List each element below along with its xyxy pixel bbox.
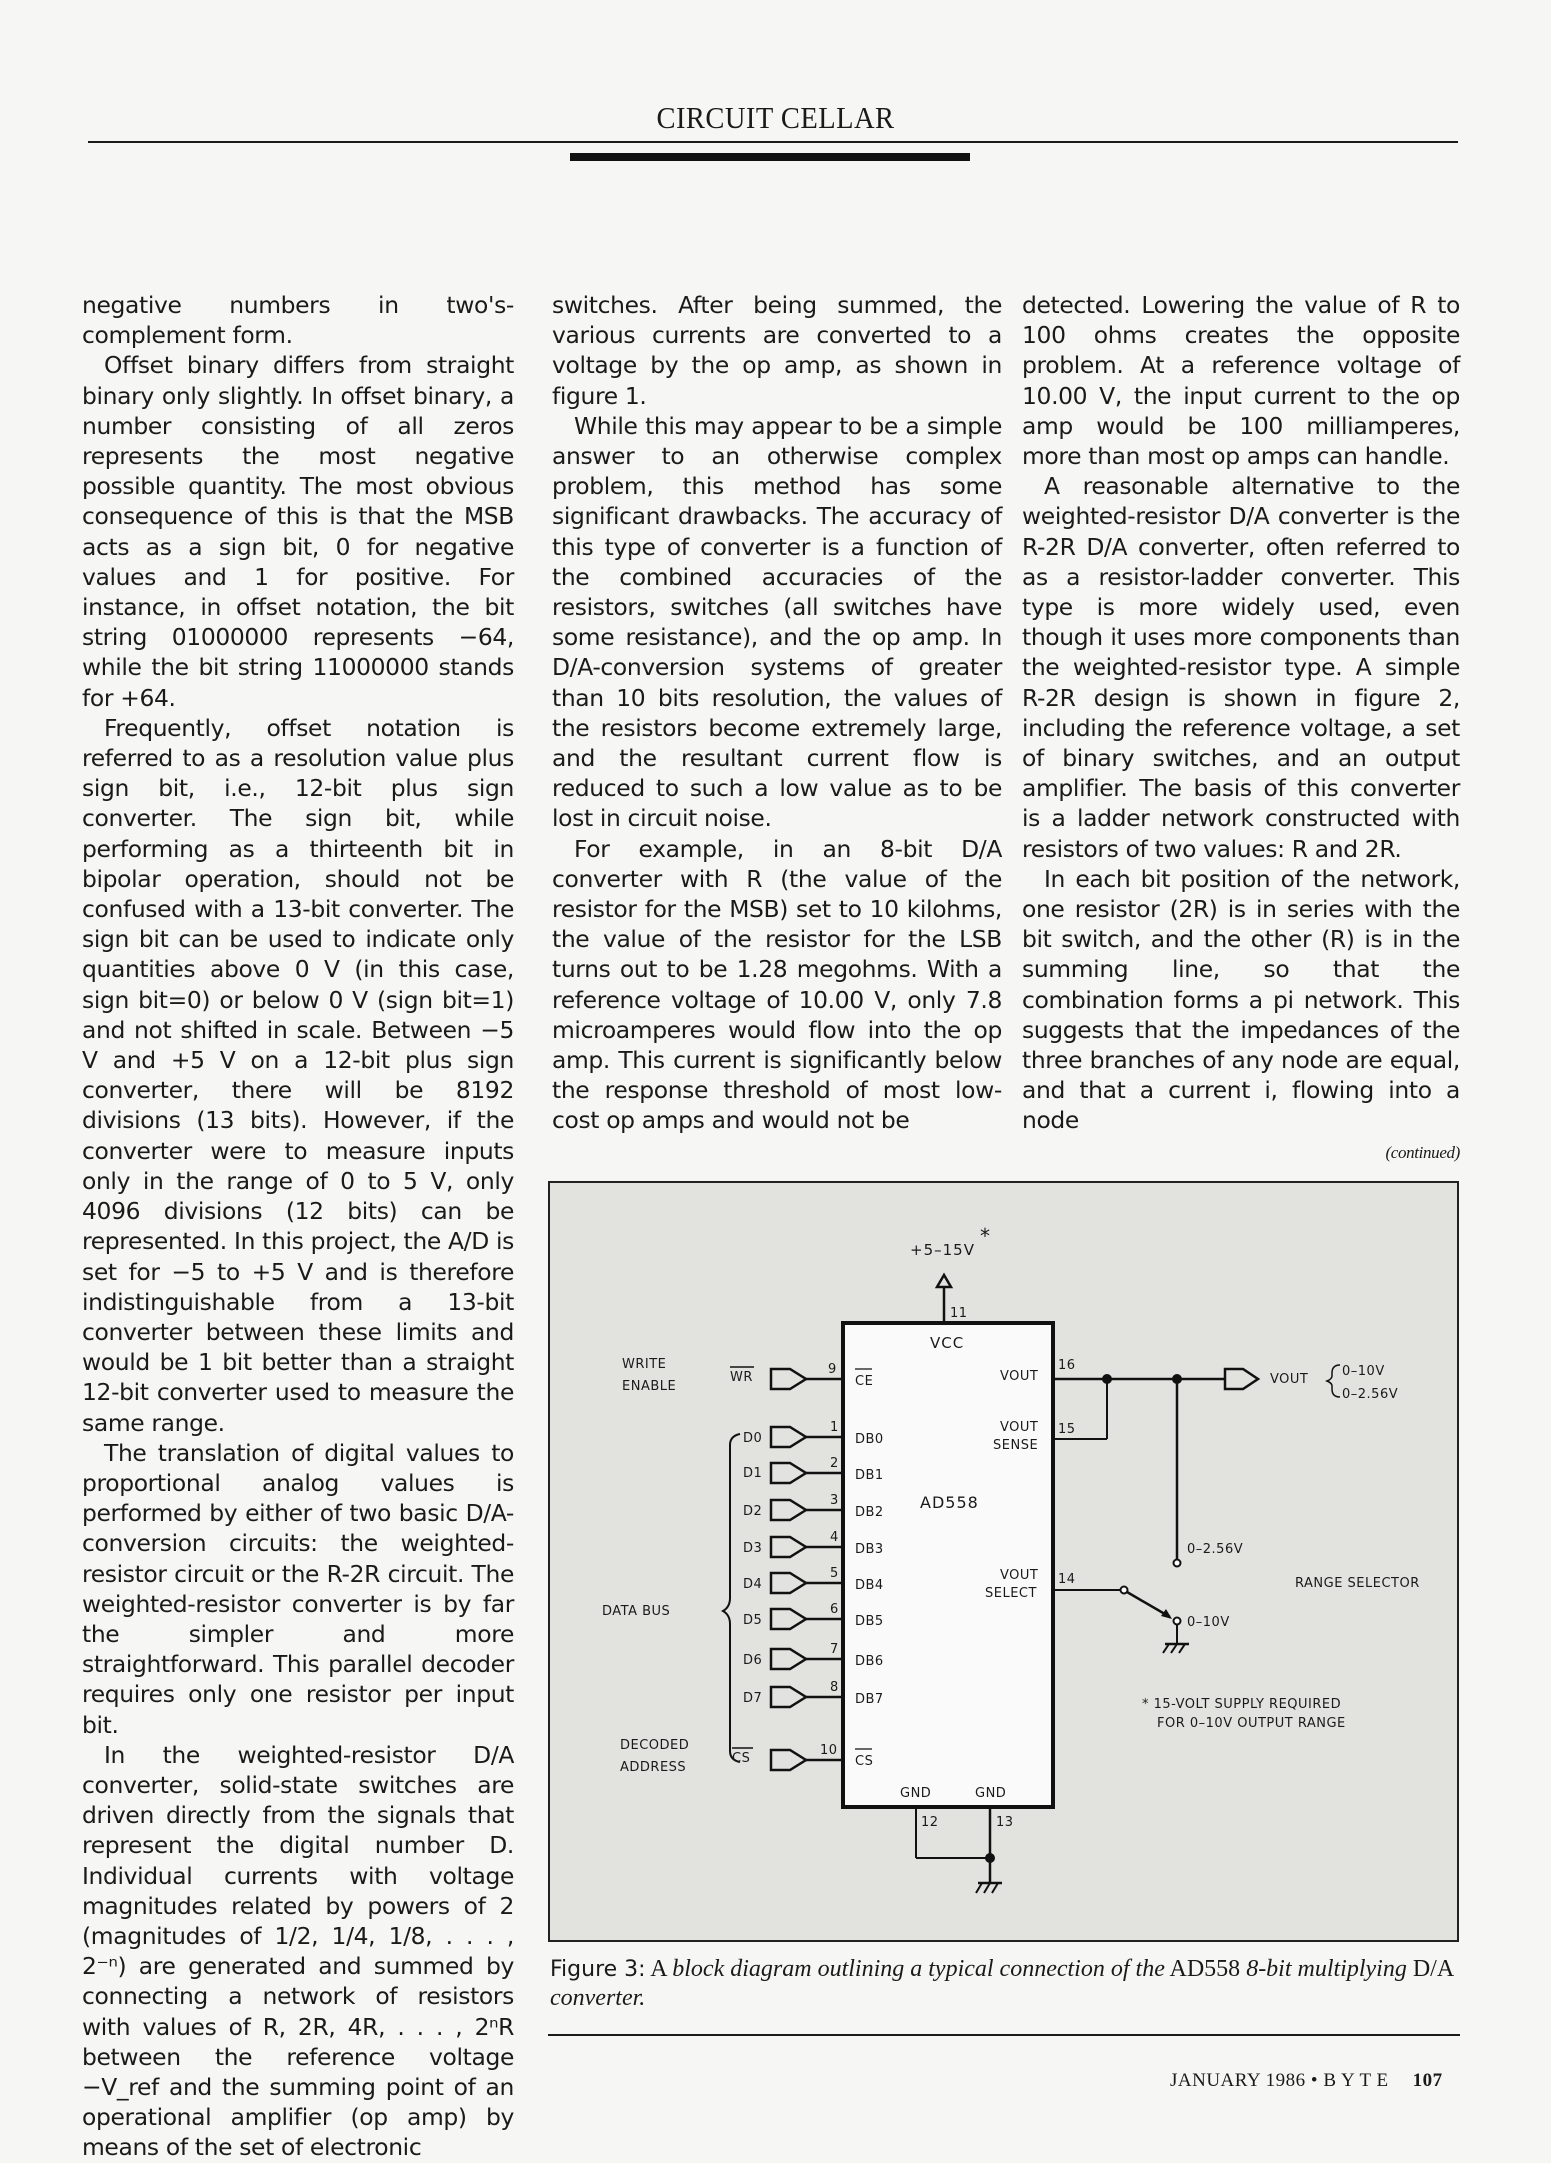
- vout-select-label: VOUT: [1000, 1568, 1039, 1583]
- svg-text:4: 4: [830, 1530, 839, 1545]
- svg-text:DB4: DB4: [855, 1578, 884, 1593]
- ground-icon: [1163, 1625, 1189, 1653]
- svg-text:D2: D2: [743, 1504, 763, 1519]
- svg-text:SELECT: SELECT: [985, 1586, 1037, 1601]
- svg-text:ENABLE: ENABLE: [622, 1379, 677, 1394]
- page-footer: [1170, 2070, 1443, 2092]
- svg-text:5: 5: [830, 1566, 839, 1581]
- decoded-address-label: DECODED: [620, 1738, 690, 1753]
- svg-text:D0: D0: [743, 1431, 763, 1446]
- circuit-diagram: [550, 1183, 1461, 1944]
- cs-signal: CS: [732, 1751, 751, 1766]
- svg-text:9: 9: [828, 1362, 837, 1377]
- vout-sense-label: VOUT: [1000, 1420, 1039, 1435]
- output-brace: [1327, 1365, 1340, 1397]
- caption-rule: [548, 2034, 1460, 2036]
- chip-name: AD558: [920, 1493, 979, 1512]
- page-number: 107: [1412, 2070, 1443, 2091]
- text-column-2: [552, 290, 1002, 1136]
- gnd-label-13: GND: [975, 1786, 1007, 1801]
- paragraph: In each bit position of the network, one resistor (2R) is in series with the bit switch, and the other (R) is in the summing line, so that the combination forms a pi network. This suggests that the impedances of the three branches of any node are equal, and that a current i, flowing into a node: [1022, 864, 1460, 1135]
- svg-text:6: 6: [830, 1602, 839, 1617]
- paragraph: In the weighted-resistor D/A converter, solid-state switches are driven directly from the signals that represent the digital number D. Individual currents with voltage magnitudes related by powers of 2 (magnitudes of 1/2, 1/4, 1/8, . . . , 2⁻ⁿ) are generated and summed by connecting a network of resistors with values of R, 2R, 4R, . . . , 2ⁿR between the reference voltage −V_ref and the summing point of an operational amplifier (op amp) by means of the set of electronic: [82, 1740, 514, 2162]
- wr-signal: WR: [730, 1370, 753, 1385]
- output-range-high: 0–10V: [1342, 1364, 1385, 1379]
- svg-text:D7: D7: [743, 1691, 763, 1706]
- supply-footnote: * 15-VOLT SUPPLY REQUIRED: [1142, 1697, 1342, 1712]
- caption-lead: Figure 3:: [550, 1957, 646, 1982]
- cs-pin-label: CS: [855, 1754, 874, 1769]
- text-column-3: [1022, 290, 1460, 1168]
- svg-text:FOR 0–10V OUTPUT RANGE: FOR 0–10V OUTPUT RANGE: [1157, 1716, 1346, 1731]
- svg-text:2: 2: [830, 1456, 839, 1471]
- vout-pin-label: VOUT: [1000, 1369, 1039, 1384]
- range-option-low: 0–2.56V: [1187, 1542, 1244, 1557]
- wr-connector-icon: [771, 1369, 806, 1389]
- paragraph: Frequently, offset notation is referred to as a resolution value plus sign bit, i.e., 12-bit plus sign converter. The sign bit, while performing as a thirteenth bit in bipolar operation, should not be confused with a 13-bit converter. The sign bit can be used to indicate only quantities above 0 V (in this case, sign bit=0) or below 0 V (sign bit=1) and not shifted in scale. Between −5 V and +5 V on a 12-bit plus sign converter, there will be 8192 divisions (13 bits). However, if the converter were to measure inputs only in the range of 0 to 5 V, only 4096 divisions (12 bits) can be represented. In this project, the A/D is set for −5 to +5 V and is therefore indistinguishable from a 13-bit converter between these limits and would be 1 bit better than a straight 12-bit converter used to measure the same range.: [82, 713, 514, 1437]
- gnd-label-12: GND: [900, 1786, 932, 1801]
- section-title: CIRCUIT CELLAR: [656, 100, 895, 135]
- header-rule: [88, 141, 1458, 143]
- svg-text:D6: D6: [743, 1653, 763, 1668]
- vout-connector-icon: [1225, 1369, 1258, 1389]
- cs-connector-icon: [771, 1750, 806, 1770]
- paragraph: detected. Lowering the value of R to 100 ohms creates the opposite problem. At a reference voltage of 10.00 V, the input current to the op amp would be 100 milliamperes, more than most op amps can handle.: [1022, 291, 1460, 471]
- ce-pin-label: CE: [855, 1374, 874, 1389]
- paragraph: While this may appear to be a simple answer to an otherwise complex problem, this method has some significant drawbacks. The accuracy of this type of converter is a function of the combined accuracies of the resistors, switches (all switches have some resistance), and the op amp. In D/A-conversion systems of greater than 10 bits resolution, the values of the resistors become extremely large, and the resultant current flow is reduced to such a low value as to be lost in circuit noise.: [552, 411, 1002, 833]
- supply-asterisk: *: [980, 1224, 991, 1248]
- output-label: VOUT: [1270, 1372, 1309, 1387]
- ground-icon: [976, 1883, 1002, 1893]
- data-bus-brace: [723, 1434, 740, 1762]
- svg-text:1: 1: [830, 1420, 839, 1435]
- supply-label: +5–15V: [910, 1241, 975, 1259]
- paragraph: switches. After being summed, the various currents are converted to a voltage by the op amp, as shown in figure 1.: [552, 291, 1002, 410]
- range-option-high: 0–10V: [1187, 1615, 1230, 1630]
- svg-text:13: 13: [996, 1815, 1014, 1830]
- svg-text:16: 16: [1058, 1358, 1076, 1373]
- svg-text:12: 12: [921, 1815, 939, 1830]
- switch-arrow-icon: [1161, 1609, 1172, 1619]
- vcc-label: VCC: [930, 1334, 965, 1352]
- header-bar: [570, 153, 970, 161]
- svg-text:8: 8: [830, 1680, 839, 1695]
- svg-text:7: 7: [830, 1642, 839, 1657]
- vcc-pin: 11: [950, 1306, 968, 1321]
- write-enable-label: WRITE: [622, 1357, 667, 1372]
- range-selector-label: RANGE SELECTOR: [1295, 1576, 1420, 1591]
- svg-text:DB3: DB3: [855, 1542, 884, 1557]
- paragraph: For example, in an 8-bit D/A converter with R (the value of the resistor for the MSB) set to 10 kilohms, the value of the resistor for the LSB turns out to be 1.28 megohms. With a reference voltage of 10.00 V, only 7.8 microamperes would flow into the op amp. This current is significantly below the response threshold of most low-cost op amps and would not be: [552, 834, 1002, 1135]
- svg-text:D1: D1: [743, 1466, 763, 1481]
- figure-3-block-diagram: [548, 1181, 1459, 1942]
- supply-arrow-icon: [937, 1275, 951, 1287]
- svg-text:14: 14: [1058, 1572, 1076, 1587]
- figure-caption: Figure 3: A block diagram outlining a typical connection of the AD558 8-bit multiplying D/A converter.: [550, 1956, 1453, 2011]
- paragraph: The translation of digital values to proportional analog values is performed by either of two basic D/A-conversion circuits: the weighted-resistor circuit or the R-2R circuit. The weighted-resistor converter is by far the simpler and more straightforward. This parallel decoder requires only one resistor per input bit.: [82, 1438, 514, 1739]
- svg-text:D5: D5: [743, 1613, 763, 1628]
- svg-text:DB1: DB1: [855, 1468, 884, 1483]
- ad558-chip: [843, 1323, 1053, 1807]
- svg-text:D3: D3: [743, 1541, 763, 1556]
- paragraph: Offset binary differs from straight binary only slightly. In offset binary, a number consisting of all zeros represents the most negative possible quantity. The most obvious consequence of this is that the MSB acts as a sign bit, 0 for negative values and 1 for positive. For instance, in offset notation, the bit string 01000000 represents −64, while the bit string 11000000 stands for +64.: [82, 351, 514, 712]
- svg-text:10: 10: [820, 1743, 838, 1758]
- svg-text:DB2: DB2: [855, 1505, 884, 1520]
- data-bus-label: DATA BUS: [602, 1604, 671, 1619]
- svg-text:DB5: DB5: [855, 1614, 884, 1629]
- issue-label: JANUARY 1986 • B Y T E: [1170, 2070, 1389, 2091]
- paragraph: A reasonable alternative to the weighted-resistor D/A converter is the R-2R D/A converter, often referred to as a resistor-ladder converter. This type is more widely used, even though it uses more components than the weighted-resistor type. A simple R-2R design is shown in figure 2, including the reference voltage, a set of binary switches, and an output amplifier. The basis of this converter is a ladder network constructed with resistors of two values: R and 2R.: [1022, 472, 1460, 863]
- svg-text:ADDRESS: ADDRESS: [620, 1760, 687, 1775]
- svg-text:DB0: DB0: [855, 1432, 884, 1447]
- svg-text:15: 15: [1058, 1422, 1076, 1437]
- svg-text:DB6: DB6: [855, 1654, 884, 1669]
- svg-text:SENSE: SENSE: [993, 1438, 1039, 1453]
- svg-text:DB7: DB7: [855, 1692, 884, 1707]
- paragraph: negative numbers in two's-complement form.: [82, 291, 514, 350]
- svg-text:3: 3: [830, 1493, 839, 1508]
- text-column-1: [82, 290, 514, 2163]
- continued-note: (continued): [1385, 1142, 1460, 1162]
- output-range-low: 0–2.56V: [1342, 1387, 1399, 1402]
- svg-text:D4: D4: [743, 1577, 763, 1592]
